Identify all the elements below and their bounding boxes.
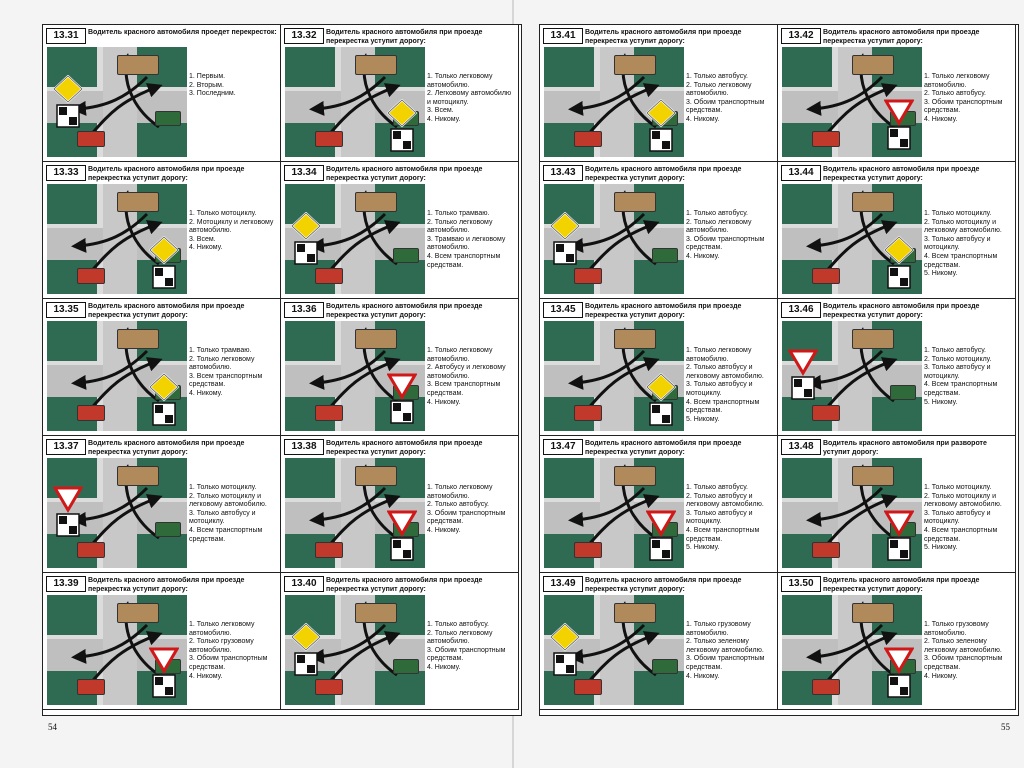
answer-option[interactable]: 3. Всем. (189, 235, 216, 243)
answer-option[interactable]: 2. Только легковому автомобилю. (686, 218, 752, 235)
yield-sign-icon (884, 647, 914, 701)
question-card (778, 299, 1016, 436)
yield-sign-icon (884, 99, 914, 153)
answer-option[interactable]: 2. Легковому автомобилю и мотоциклу. (427, 90, 512, 106)
red-car (812, 405, 840, 421)
question-text: Водитель красного автомобиля при проезде перекрестка уступит дорогу: (88, 440, 245, 456)
question-number: 13.44 (781, 165, 821, 181)
answer-option[interactable]: 2. Только зеленому легковому автомобилю. (924, 638, 1002, 654)
answer-option[interactable]: 4. Всем транспортным средствам. (924, 252, 998, 269)
answer-options (189, 73, 279, 99)
intersection-illustration (544, 321, 684, 431)
bus-vehicle (614, 55, 656, 75)
bus-vehicle (852, 466, 894, 486)
yield-sign-icon (53, 486, 83, 540)
green-car (393, 248, 419, 263)
red-car (77, 405, 105, 421)
answer-option[interactable]: 3. Обоим транспортным средствам. (924, 98, 1003, 115)
intersection-illustration (285, 184, 425, 294)
answer-option[interactable]: 3. Обоим транспортным средствам. (686, 235, 765, 252)
question-card (540, 436, 778, 573)
bus-vehicle (355, 603, 397, 623)
answer-options (924, 484, 1014, 553)
answer-option[interactable]: 2. Только легковому автомобилю. (427, 629, 493, 646)
intersection-illustration (285, 321, 425, 431)
red-car (315, 268, 343, 284)
answer-option[interactable]: 1. Только мотоциклу. (189, 484, 257, 491)
question-number: 13.33 (46, 165, 86, 181)
answer-option[interactable]: 5. Никому. (924, 270, 958, 278)
question-number: 13.43 (543, 165, 583, 181)
answer-options (189, 210, 279, 253)
answer-option[interactable]: 4. Никому. (427, 115, 461, 123)
intersection-illustration (285, 458, 425, 568)
answer-options (427, 347, 517, 407)
question-text: Водитель красного автомобиля при проезде перекрестка уступит дорогу: (326, 303, 483, 319)
answer-option[interactable]: 4. Никому. (189, 672, 223, 680)
bus-vehicle (117, 466, 159, 486)
yield-sign-icon (387, 373, 417, 427)
answer-options (189, 347, 279, 399)
green-car (155, 111, 181, 126)
answer-option[interactable]: 1. Только легковому автомобилю. (427, 347, 493, 363)
question-number: 13.38 (284, 439, 324, 455)
question-number: 13.47 (543, 439, 583, 455)
answer-option[interactable]: 3. Всем. (427, 107, 454, 115)
bus-vehicle (117, 55, 159, 75)
question-card (281, 436, 519, 573)
question-card (540, 162, 778, 299)
intersection-illustration (782, 47, 922, 157)
intersection-illustration (544, 458, 684, 568)
red-car (574, 268, 602, 284)
bus-vehicle (355, 55, 397, 75)
question-card (281, 299, 519, 436)
question-card (281, 25, 519, 162)
green-car (393, 659, 419, 674)
answer-options (686, 210, 776, 262)
answer-option[interactable]: 2. Только автобусу и легковому автомобилю. (686, 492, 764, 509)
main-road-sign-icon (884, 236, 914, 290)
answer-options (686, 621, 776, 681)
yield-sign-icon (149, 647, 179, 701)
answer-option[interactable]: 1. Только автобусу. (427, 621, 489, 628)
answer-option[interactable]: 3. Последним. (189, 90, 236, 98)
question-card (43, 25, 281, 162)
question-number: 13.46 (781, 302, 821, 318)
question-number: 13.41 (543, 28, 583, 44)
answer-option[interactable]: 1. Только трамваю. (189, 347, 252, 354)
answer-option[interactable]: 2. Только мотоциклу и легковому автомобилю. (189, 492, 267, 509)
bus-vehicle (117, 603, 159, 623)
answer-option[interactable]: 2. Вторым. (189, 81, 224, 89)
answer-option[interactable]: 4. Никому. (189, 244, 223, 252)
yield-sign-icon (884, 510, 914, 564)
question-card (43, 573, 281, 710)
answer-option[interactable]: 2. Только легковому автомобилю. (189, 355, 255, 372)
answer-option[interactable]: 5. Никому. (924, 544, 958, 552)
page-number-left: 54 (48, 722, 57, 732)
answer-option[interactable]: 1. Только легковому автомобилю. (924, 73, 990, 89)
answer-option[interactable]: 4. Никому. (189, 389, 223, 397)
question-text: Водитель красного автомобиля при проезде перекрестка уступит дорогу: (823, 166, 980, 182)
question-card (540, 25, 778, 162)
intersection-illustration (782, 184, 922, 294)
question-text: Водитель красного автомобиля при проезде перекрестка уступит дорогу: (585, 303, 742, 319)
bus-vehicle (852, 603, 894, 623)
answer-option[interactable]: 1. Только автобусу. (924, 347, 986, 354)
intersection-illustration (285, 47, 425, 157)
answer-option[interactable]: 4. Всем транспортным средствам. (189, 526, 263, 543)
yield-sign-icon (646, 510, 676, 564)
question-text: Водитель красного автомобиля при проезде перекрестка уступит дорогу: (88, 303, 245, 319)
answer-option[interactable]: 1. Только автобусу. (686, 484, 748, 491)
bus-vehicle (852, 192, 894, 212)
answer-option[interactable]: 3. Только автобусу и мотоциклу. (924, 364, 991, 380)
answer-option[interactable]: 5. Никому. (686, 415, 720, 423)
question-number: 13.35 (46, 302, 86, 318)
question-number: 13.39 (46, 576, 86, 592)
answer-option[interactable]: 2. Только мотоциклу и легковому автомобилю. (924, 218, 1002, 235)
question-text: Водитель красного автомобиля при проезде перекрестка уступит дорогу: (326, 577, 483, 593)
answer-options (924, 73, 1014, 125)
question-text: Водитель красного автомобиля при проезде перекрестка уступит дорогу: (585, 440, 742, 456)
question-card (778, 162, 1016, 299)
bus-vehicle (614, 329, 656, 349)
red-car (315, 542, 343, 558)
answer-option[interactable]: 3. Только автобусу и мотоциклу. (189, 509, 256, 526)
red-car (77, 679, 105, 695)
answer-option[interactable]: 1. Только автобусу. (686, 210, 748, 217)
bus-vehicle (355, 329, 397, 349)
answer-options (427, 484, 517, 536)
question-number: 13.48 (781, 439, 821, 455)
intersection-illustration (544, 595, 684, 705)
answer-option[interactable]: 3. Трамваю и легковому автомобилю. (427, 235, 506, 252)
answer-option[interactable]: 1. Только легковому автомобилю. (427, 484, 493, 500)
red-car (77, 268, 105, 284)
red-car (574, 405, 602, 421)
main-road-sign-icon (291, 212, 321, 266)
main-road-sign-icon (149, 236, 179, 290)
question-card (281, 573, 519, 710)
question-number: 13.36 (284, 302, 324, 318)
bus-vehicle (852, 55, 894, 75)
page-number-right: 55 (1001, 722, 1010, 732)
yield-sign-icon (387, 510, 417, 564)
question-number: 13.42 (781, 28, 821, 44)
bus-vehicle (117, 192, 159, 212)
green-car (155, 522, 181, 537)
intersection-illustration (782, 595, 922, 705)
question-card (540, 573, 778, 710)
red-car (77, 542, 105, 558)
question-text: Водитель красного автомобиля при проезде перекрестка уступит дорогу: (585, 577, 742, 593)
answer-option[interactable]: 5. Никому. (924, 398, 958, 406)
answer-option[interactable]: 3. Обоим транспортным средствам. (189, 655, 268, 671)
red-car (812, 542, 840, 558)
question-text: Водитель красного автомобиля при проезде перекрестка уступит дорогу: (88, 577, 245, 593)
green-car (652, 659, 678, 674)
answer-option[interactable]: 3. Только автобусу и мотоциклу. (924, 509, 991, 526)
answer-option[interactable]: 3. Обоим транспортным средствам. (427, 509, 506, 526)
answer-option[interactable]: 4. Никому. (686, 252, 720, 260)
question-card (778, 436, 1016, 573)
answer-option[interactable]: 3. Всем транспортным средствам. (427, 381, 501, 397)
intersection-illustration (782, 458, 922, 568)
answer-option[interactable]: 1. Только автобусу. (686, 73, 748, 80)
main-road-sign-icon (550, 212, 580, 266)
bus-vehicle (614, 192, 656, 212)
answer-option[interactable]: 2. Мотоциклу и легковому автомобилю. (189, 218, 274, 235)
answer-options (427, 621, 517, 673)
answer-option[interactable]: 3. Только автобусу и мотоциклу. (924, 235, 991, 252)
answer-option[interactable]: 4. Всем транспортным средствам. (686, 526, 760, 543)
answer-options (686, 347, 776, 424)
main-road-sign-icon (646, 99, 676, 153)
question-card (281, 162, 519, 299)
red-car (315, 405, 343, 421)
answer-option[interactable]: 4. Всем транспортным средствам. (427, 252, 501, 269)
answer-option[interactable]: 4. Никому. (924, 115, 958, 123)
answer-options (427, 210, 517, 270)
question-text: Водитель красного автомобиля при проезде перекрестка уступит дорогу: (326, 29, 483, 45)
answer-option[interactable]: 4. Никому. (427, 398, 461, 406)
red-car (574, 679, 602, 695)
answer-option[interactable]: 4. Никому. (686, 115, 720, 123)
question-number: 13.40 (284, 576, 324, 592)
answer-option[interactable]: 1. Только грузовому автомобилю. (686, 621, 751, 637)
red-car (812, 679, 840, 695)
question-text: Водитель красного автомобиля при проезде перекрестка уступит дорогу: (326, 440, 483, 456)
question-number: 13.45 (543, 302, 583, 318)
intersection-illustration (544, 47, 684, 157)
answer-options (924, 621, 1014, 681)
answer-option[interactable]: 1. Только мотоциклу. (924, 484, 992, 491)
answer-option[interactable]: 3. Обоим транспортным средствам. (686, 655, 765, 671)
question-number: 13.37 (46, 439, 86, 455)
bus-vehicle (614, 466, 656, 486)
question-card (778, 25, 1016, 162)
red-car (574, 542, 602, 558)
answer-option[interactable]: 2. Только мотоциклу и легковому автомобилю. (924, 492, 1002, 509)
main-road-sign-icon (387, 99, 417, 153)
main-road-sign-icon (291, 623, 321, 677)
question-card (778, 573, 1016, 710)
answer-option[interactable]: 3. Только автобусу и мотоциклу. (686, 381, 753, 397)
question-text: Водитель красного автомобиля при проезде перекрестка уступит дорогу: (326, 166, 483, 182)
bus-vehicle (614, 603, 656, 623)
answer-options (189, 484, 279, 544)
bus-vehicle (852, 329, 894, 349)
question-text: Водитель красного автомобиля при проезде перекрестка уступит дорогу: (823, 303, 980, 319)
answer-option[interactable]: 2. Только мотоциклу. (924, 355, 992, 363)
answer-option[interactable]: 1. Только мотоциклу. (189, 210, 257, 217)
answer-option[interactable]: 5. Никому. (686, 544, 720, 552)
answer-option[interactable]: 1. Только легковому автомобилю. (427, 73, 493, 89)
answer-option[interactable]: 3. Обоим транспортным средствам. (924, 655, 1003, 671)
red-car (315, 679, 343, 695)
answer-option[interactable]: 2. Автобусу и легковому автомобилю. (427, 364, 506, 380)
red-car (812, 131, 840, 147)
answer-option[interactable]: 2. Только зеленому легковому автомобилю. (686, 638, 764, 654)
answer-options (427, 73, 517, 125)
question-card (540, 299, 778, 436)
bus-vehicle (355, 466, 397, 486)
intersection-illustration (544, 184, 684, 294)
answer-option[interactable]: 4. Всем транспортным средствам. (924, 381, 998, 397)
answer-option[interactable]: 3. Обоим транспортным средствам. (427, 646, 506, 663)
answer-option[interactable]: 1. Только легковому автомобилю. (189, 621, 255, 637)
answer-option[interactable]: 1. Первым. (189, 73, 226, 80)
bus-vehicle (355, 192, 397, 212)
answer-option[interactable]: 4. Всем транспортным средствам. (924, 526, 998, 543)
question-text: Водитель красного автомобиля при проезде перекрестка уступит дорогу: (585, 29, 742, 45)
answer-option[interactable]: 2. Только грузовому автомобилю. (189, 638, 254, 654)
answer-option[interactable]: 1. Только легковому автомобилю. (686, 347, 752, 363)
question-number: 13.32 (284, 28, 324, 44)
main-road-sign-icon (149, 373, 179, 427)
answer-option[interactable]: 3. Только автобусу и мотоциклу. (686, 509, 753, 526)
question-number: 13.49 (543, 576, 583, 592)
question-text: Водитель красного автомобиля при проезде перекрестка уступит дорогу: (585, 166, 742, 182)
main-road-sign-icon (550, 623, 580, 677)
answer-option[interactable]: 1. Только грузовому автомобилю. (924, 621, 989, 637)
answer-option[interactable]: 1. Только трамваю. (427, 210, 490, 217)
yield-sign-icon (788, 349, 818, 403)
question-card (43, 299, 281, 436)
question-card (43, 436, 281, 573)
question-number: 13.31 (46, 28, 86, 44)
intersection-illustration (782, 321, 922, 431)
answer-option[interactable]: 4. Никому. (427, 663, 461, 671)
question-number: 13.34 (284, 165, 324, 181)
answer-option[interactable]: 4. Никому. (924, 672, 958, 680)
answer-option[interactable]: 2. Только легковому автомобилю. (686, 81, 752, 98)
question-card (43, 162, 281, 299)
answer-options (686, 73, 776, 125)
intersection-illustration (47, 184, 187, 294)
intersection-illustration (285, 595, 425, 705)
bus-vehicle (117, 329, 159, 349)
answer-options (686, 484, 776, 553)
red-car (315, 131, 343, 147)
question-text: Водитель красного автомобиля при проезде перекрестка уступит дорогу: (823, 29, 980, 45)
answer-option[interactable]: 4. Никому. (427, 526, 461, 534)
answer-options (189, 621, 279, 681)
main-road-sign-icon (646, 373, 676, 427)
red-car (574, 131, 602, 147)
answer-options (924, 347, 1014, 407)
answer-option[interactable]: 3. Всем транспортным средствам. (189, 372, 263, 389)
answer-option[interactable]: 2. Только автобусу и легковому автомобилю. (686, 364, 764, 380)
question-number: 13.50 (781, 576, 821, 592)
question-text: Водитель красного автомобиля при развороте уступит дорогу: (823, 440, 987, 456)
question-text: Водитель красного автомобиля при проезде перекрестка уступит дорогу: (823, 577, 980, 593)
answer-option[interactable]: 3. Обоим транспортным средствам. (686, 98, 765, 115)
answer-option[interactable]: 4. Никому. (686, 672, 720, 680)
answer-option[interactable]: 4. Всем транспортным средствам. (686, 398, 760, 415)
intersection-illustration (47, 47, 187, 157)
answer-option[interactable]: 2. Только автобусу. (924, 90, 986, 98)
green-car (652, 248, 678, 263)
intersection-illustration (47, 458, 187, 568)
question-text: Водитель красного автомобиля при проезде перекрестка уступит дорогу: (88, 166, 245, 182)
answer-option[interactable]: 2. Только автобусу. (427, 501, 489, 509)
intersection-illustration (47, 595, 187, 705)
answer-option[interactable]: 2. Только легковому автомобилю. (427, 218, 493, 235)
intersection-illustration (47, 321, 187, 431)
red-car (77, 131, 105, 147)
green-car (890, 385, 916, 400)
question-text: Водитель красного автомобиля проедет перекресток: (88, 29, 277, 36)
red-car (812, 268, 840, 284)
answer-options (924, 210, 1014, 279)
answer-option[interactable]: 1. Только мотоциклу. (924, 210, 992, 217)
main-road-sign-icon (53, 75, 83, 129)
